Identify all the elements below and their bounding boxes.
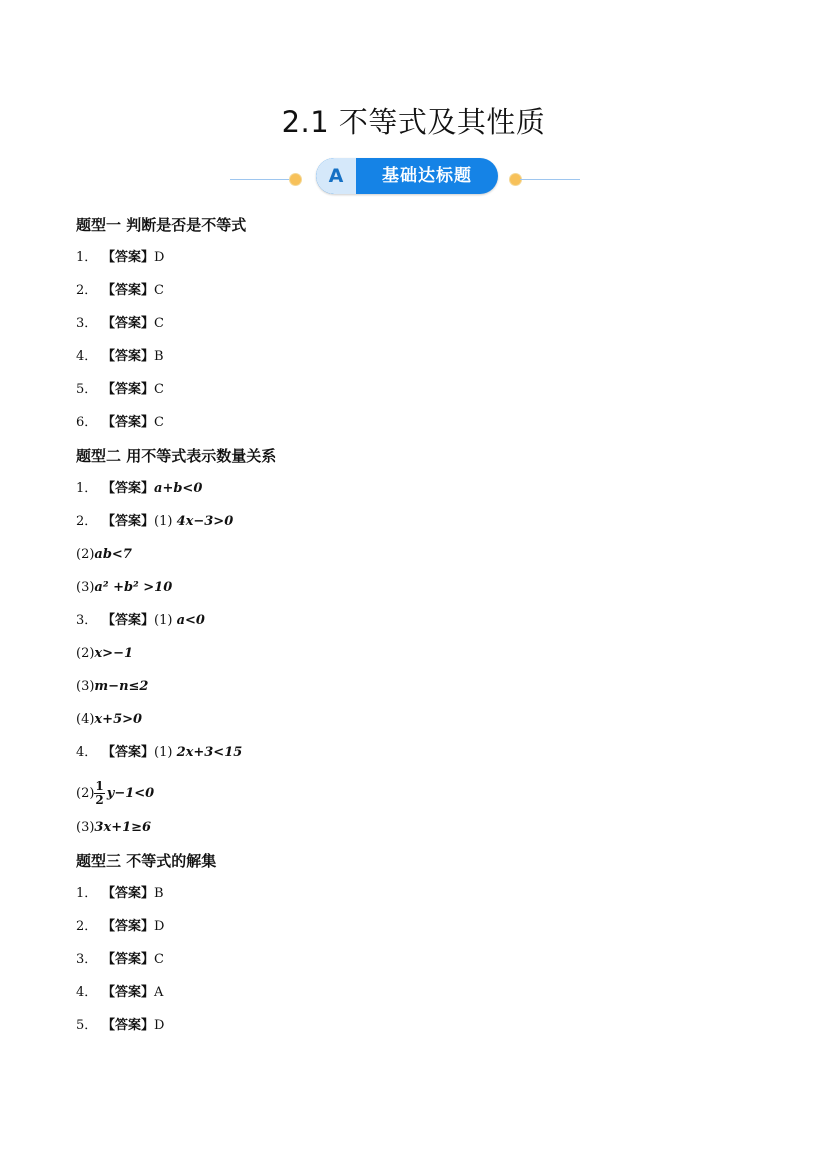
answer-tag: 【答案】 bbox=[102, 283, 155, 298]
answer-value: B bbox=[154, 886, 164, 901]
answer-subrow bbox=[76, 773, 756, 815]
banner-dot-left bbox=[290, 174, 301, 185]
answer-subrow bbox=[76, 674, 756, 707]
banner-pill bbox=[316, 158, 498, 194]
question-number: 1． bbox=[76, 481, 98, 496]
question-number: 3． bbox=[76, 952, 98, 967]
answer-value: C bbox=[154, 382, 164, 397]
answer-row bbox=[76, 947, 756, 980]
question-number: 4． bbox=[76, 985, 98, 1000]
answer-subrow bbox=[76, 707, 756, 740]
answer-content bbox=[76, 212, 756, 1046]
fraction bbox=[94, 780, 104, 807]
answer-tag: 【答案】 bbox=[102, 349, 155, 364]
part-label: (3) bbox=[76, 580, 95, 595]
answer-subrow bbox=[76, 815, 756, 848]
question-number: 6． bbox=[76, 415, 98, 430]
answer-row bbox=[76, 476, 756, 509]
answer-tag: 【答案】 bbox=[102, 382, 155, 397]
answer-value: D bbox=[154, 250, 165, 265]
question-number: 5． bbox=[76, 1018, 98, 1033]
section-heading: 题型二 用不等式表示数量关系 bbox=[76, 447, 277, 465]
answer-value: C bbox=[154, 415, 164, 430]
math-expression: 2x+3<15 bbox=[176, 745, 243, 760]
answer-row bbox=[76, 344, 756, 377]
question-number: 5． bbox=[76, 382, 98, 397]
answer-value: A bbox=[154, 985, 164, 1000]
math-expression: m−n≤2 bbox=[94, 679, 149, 694]
answer-row bbox=[76, 740, 756, 773]
question-number: 3． bbox=[76, 316, 98, 331]
answer-value: D bbox=[154, 1018, 165, 1033]
answer-row bbox=[76, 509, 756, 542]
question-number: 4． bbox=[76, 349, 98, 364]
answer-tag: 【答案】 bbox=[102, 886, 155, 901]
question-number: 2． bbox=[76, 919, 98, 934]
part-label: (1) bbox=[154, 514, 173, 529]
answer-row bbox=[76, 881, 756, 914]
math-expression: 3x+1≥6 bbox=[94, 820, 152, 835]
part-label: (2) bbox=[76, 646, 95, 661]
section-heading: 题型三 不等式的解集 bbox=[76, 852, 217, 870]
answer-row bbox=[76, 311, 756, 344]
banner-line-left bbox=[230, 179, 292, 180]
question-number: 2． bbox=[76, 283, 98, 298]
answer-tag: 【答案】 bbox=[102, 415, 155, 430]
answer-row bbox=[76, 914, 756, 947]
question-number: 3． bbox=[76, 613, 98, 628]
answer-row bbox=[76, 245, 756, 278]
answer-row bbox=[76, 278, 756, 311]
part-label: (1) bbox=[154, 613, 173, 628]
math-expression: a<0 bbox=[176, 613, 205, 628]
answer-tag: 【答案】 bbox=[102, 481, 155, 496]
question-number: 1． bbox=[76, 886, 98, 901]
math-expression: y−1<0 bbox=[106, 786, 155, 801]
page-title: 2.1 不等式及其性质 bbox=[281, 105, 546, 139]
answer-value: D bbox=[154, 919, 165, 934]
answer-value: C bbox=[154, 952, 164, 967]
question-number: 4． bbox=[76, 745, 98, 760]
answer-tag: 【答案】 bbox=[102, 316, 155, 331]
part-label: (3) bbox=[76, 679, 95, 694]
answer-row bbox=[76, 1013, 756, 1046]
answer-subrow bbox=[76, 575, 756, 608]
math-expression: a+b<0 bbox=[154, 481, 203, 496]
answer-tag: 【答案】 bbox=[102, 745, 155, 760]
answer-subrow bbox=[76, 542, 756, 575]
fraction-numerator: 1 bbox=[95, 779, 104, 793]
answer-value: C bbox=[154, 283, 164, 298]
part-label: (1) bbox=[154, 745, 173, 760]
section-heading: 题型一 判断是否是不等式 bbox=[76, 216, 247, 234]
answer-row bbox=[76, 980, 756, 1013]
part-label: (2) bbox=[76, 547, 95, 562]
section-banner bbox=[230, 156, 580, 196]
answer-row bbox=[76, 410, 756, 443]
question-number: 2． bbox=[76, 514, 98, 529]
math-expression: ab<7 bbox=[94, 547, 132, 562]
answer-tag: 【答案】 bbox=[102, 952, 155, 967]
math-expression: x+5>0 bbox=[94, 712, 143, 727]
answer-tag: 【答案】 bbox=[102, 250, 155, 265]
fraction-denominator: 2 bbox=[95, 793, 104, 807]
answer-value: C bbox=[154, 316, 164, 331]
answer-row bbox=[76, 377, 756, 410]
banner-letter: A bbox=[316, 158, 356, 194]
answer-row bbox=[76, 608, 756, 641]
part-label: (4) bbox=[76, 712, 95, 727]
answer-tag: 【答案】 bbox=[102, 919, 155, 934]
math-expression: x>−1 bbox=[94, 646, 134, 661]
question-number: 1． bbox=[76, 250, 98, 265]
banner-line-right bbox=[520, 179, 580, 180]
banner-label: 基础达标题 bbox=[382, 166, 472, 186]
answer-tag: 【答案】 bbox=[102, 985, 155, 1000]
answer-subrow bbox=[76, 641, 756, 674]
answer-tag: 【答案】 bbox=[102, 1018, 155, 1033]
math-expression: 4x−3>0 bbox=[176, 514, 234, 529]
math-expression: a² +b² >10 bbox=[94, 580, 173, 595]
answer-value: B bbox=[154, 349, 164, 364]
part-label: (3) bbox=[76, 820, 95, 835]
answer-tag: 【答案】 bbox=[102, 514, 155, 529]
part-label: (2) bbox=[76, 786, 95, 801]
answer-tag: 【答案】 bbox=[102, 613, 155, 628]
